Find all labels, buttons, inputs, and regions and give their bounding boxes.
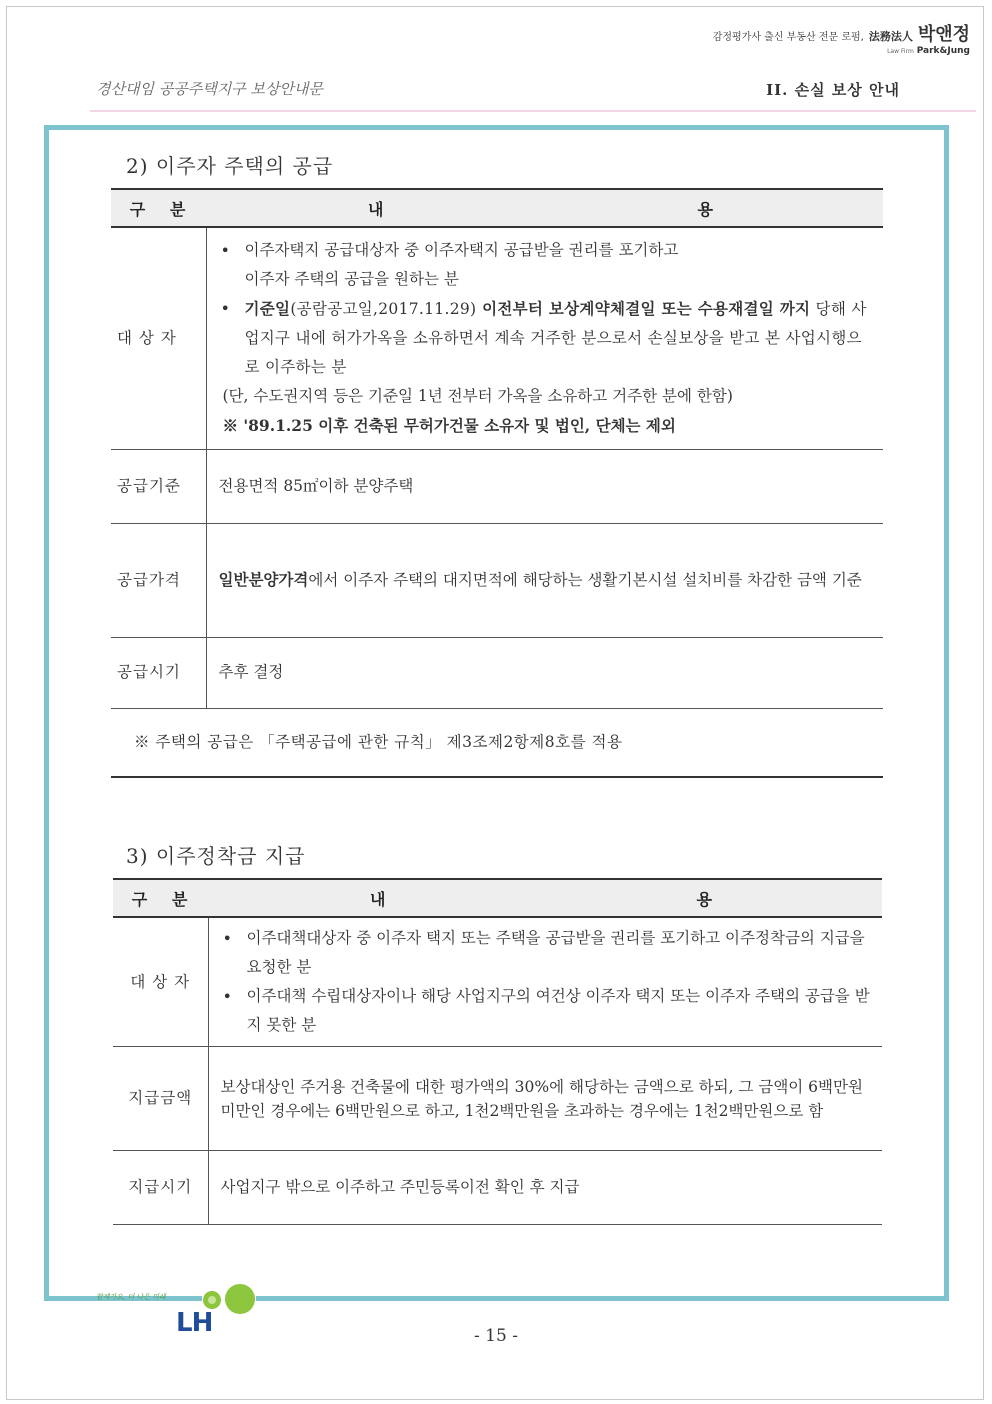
lawfirm-english-name: Park&Jung — [916, 46, 970, 56]
row-content-price — [206, 523, 883, 637]
list-item: • 이주대책 수립대상자이나 해당 사업지구의 여건상 이주자 택지 또는 이주자 주택의 공급을 받지 못한 분 — [221, 982, 873, 1040]
target-note: (단, 수도권지역 등은 기준일 1년 전부터 가옥을 소유하고 거주한 분에 한함) — [222, 387, 733, 406]
column-header-content — [208, 879, 882, 917]
row-content-target — [208, 917, 882, 1047]
row-label-target: 대 상 자 — [113, 917, 208, 1047]
price-description: 에서 이주자 주택의 대지면적에 해당하는 생활기본시설 설치비를 차감한 금액 기준 — [308, 571, 862, 589]
column-header-content-2: 용 — [697, 199, 715, 219]
row-label-amount: 지급금액 — [113, 1047, 208, 1151]
row-content-timing: 사업지구 밖으로 이주하고 주민등록이전 확인 후 지급 — [208, 1151, 882, 1225]
table-header-row — [111, 189, 883, 227]
section-label: II. 손실 보상 안내 — [766, 81, 900, 99]
column-header-category-label: 구 분 — [131, 889, 190, 909]
target-bullet1-line2: 이주자 주택의 공급을 원하는 분 — [244, 270, 459, 289]
lawfirm-subtitle — [887, 46, 970, 56]
row-label-timing: 공급시기 — [111, 637, 206, 708]
section2-table — [111, 188, 883, 709]
section3-heading: 3) 이주정착금 지급 — [126, 844, 306, 868]
target-bullet-list — [221, 924, 873, 1040]
table-row — [113, 917, 882, 1047]
base-date-label: 기준일 — [244, 299, 291, 319]
table-row — [111, 449, 883, 523]
table-row — [113, 1151, 882, 1225]
row-content-amount: 보상대상인 주거용 건축물에 대한 평가액의 30%에 해당하는 금액으로 하되, 그 금액이 6백만원 미만인 경우에는 6백만원으로 하고, 1천2백만원을 초과하는 경우에는 1천2백만원으로 함 — [208, 1047, 882, 1151]
section2-heading: 2) 이주자 주택의 공급 — [126, 154, 334, 178]
target-bullet1-line1: 이주자택지 공급대상자 중 이주자택지 공급받을 권리를 포기하고 — [244, 241, 679, 260]
page-number: - 15 - — [474, 1326, 518, 1346]
list-item — [219, 294, 874, 382]
target-exclusion: ※ '89.1.25 이후 건축된 무허가건물 소유자 및 법인, 단체는 제외 — [222, 416, 676, 436]
list-item — [219, 236, 874, 294]
base-date-value: (공람공고일,2017.11.29) — [290, 300, 477, 319]
column-header-category — [111, 189, 206, 227]
column-header-content-2: 용 — [696, 889, 714, 909]
general-sale-price: 일반분양가격 — [218, 570, 309, 589]
target-bullet2-rest: 당해 사업지구 내에 허가가옥을 소유하면서 계속 거주한 분으로서 손실보상을 받고 본 사업시행으로 이주하는 분 — [244, 300, 867, 377]
lawfirm-kanji: 法務法人 — [868, 30, 913, 43]
row-label-timing: 지급시기 — [113, 1151, 208, 1225]
column-header-category — [113, 879, 208, 917]
list-item: • 이주대책대상자 중 이주자 택지 또는 주택을 공급받을 권리를 포기하고 이주정착금의 지급을 요청한 분 — [221, 924, 873, 982]
contract-period: 이전부터 보상계약체결일 또는 수용재결일 까지 — [476, 299, 811, 319]
row-label-price: 공급가격 — [111, 523, 206, 637]
lawfirm-description: 감정평가사 출신 부동산 전문 로펌, — [712, 32, 864, 43]
lawfirm-name: 박앤정 — [917, 24, 970, 45]
lh-slogan: 함께가요, 더 나은 미래 — [96, 1293, 166, 1301]
target-bullet-list — [219, 236, 874, 382]
section3-table — [113, 878, 882, 1225]
section2-footnote: ※ 주택의 공급은 「주택공급에 관한 규칙」 제3조제2항제8호를 적용 — [134, 733, 623, 751]
row-label-criteria: 공급기준 — [111, 449, 206, 523]
frame-bottom-right — [256, 1296, 949, 1301]
lawfirm-prefix: Law Firm — [887, 48, 914, 55]
row-label-target: 대 상 자 — [111, 227, 206, 449]
table-row — [113, 1047, 882, 1151]
row-content-timing: 추후 결정 — [206, 637, 883, 708]
table-row — [111, 227, 883, 449]
column-header-content — [206, 189, 883, 227]
document-title: 경산대임 공공주택지구 보상안내문 — [96, 80, 323, 98]
column-header-content-1: 내 — [370, 889, 388, 909]
header-divider — [90, 110, 976, 112]
lh-logo: LH — [176, 1308, 213, 1338]
row-content-target — [206, 227, 883, 449]
footnote-divider — [111, 776, 883, 778]
table-row — [111, 523, 883, 637]
column-header-category-label: 구 분 — [129, 199, 188, 219]
row-content-criteria: 전용면적 85㎡이하 분양주택 — [206, 449, 883, 523]
table-row — [111, 637, 883, 708]
lawfirm-header — [713, 20, 970, 46]
column-header-content-1: 내 — [368, 199, 386, 219]
table-header-row — [113, 879, 882, 917]
